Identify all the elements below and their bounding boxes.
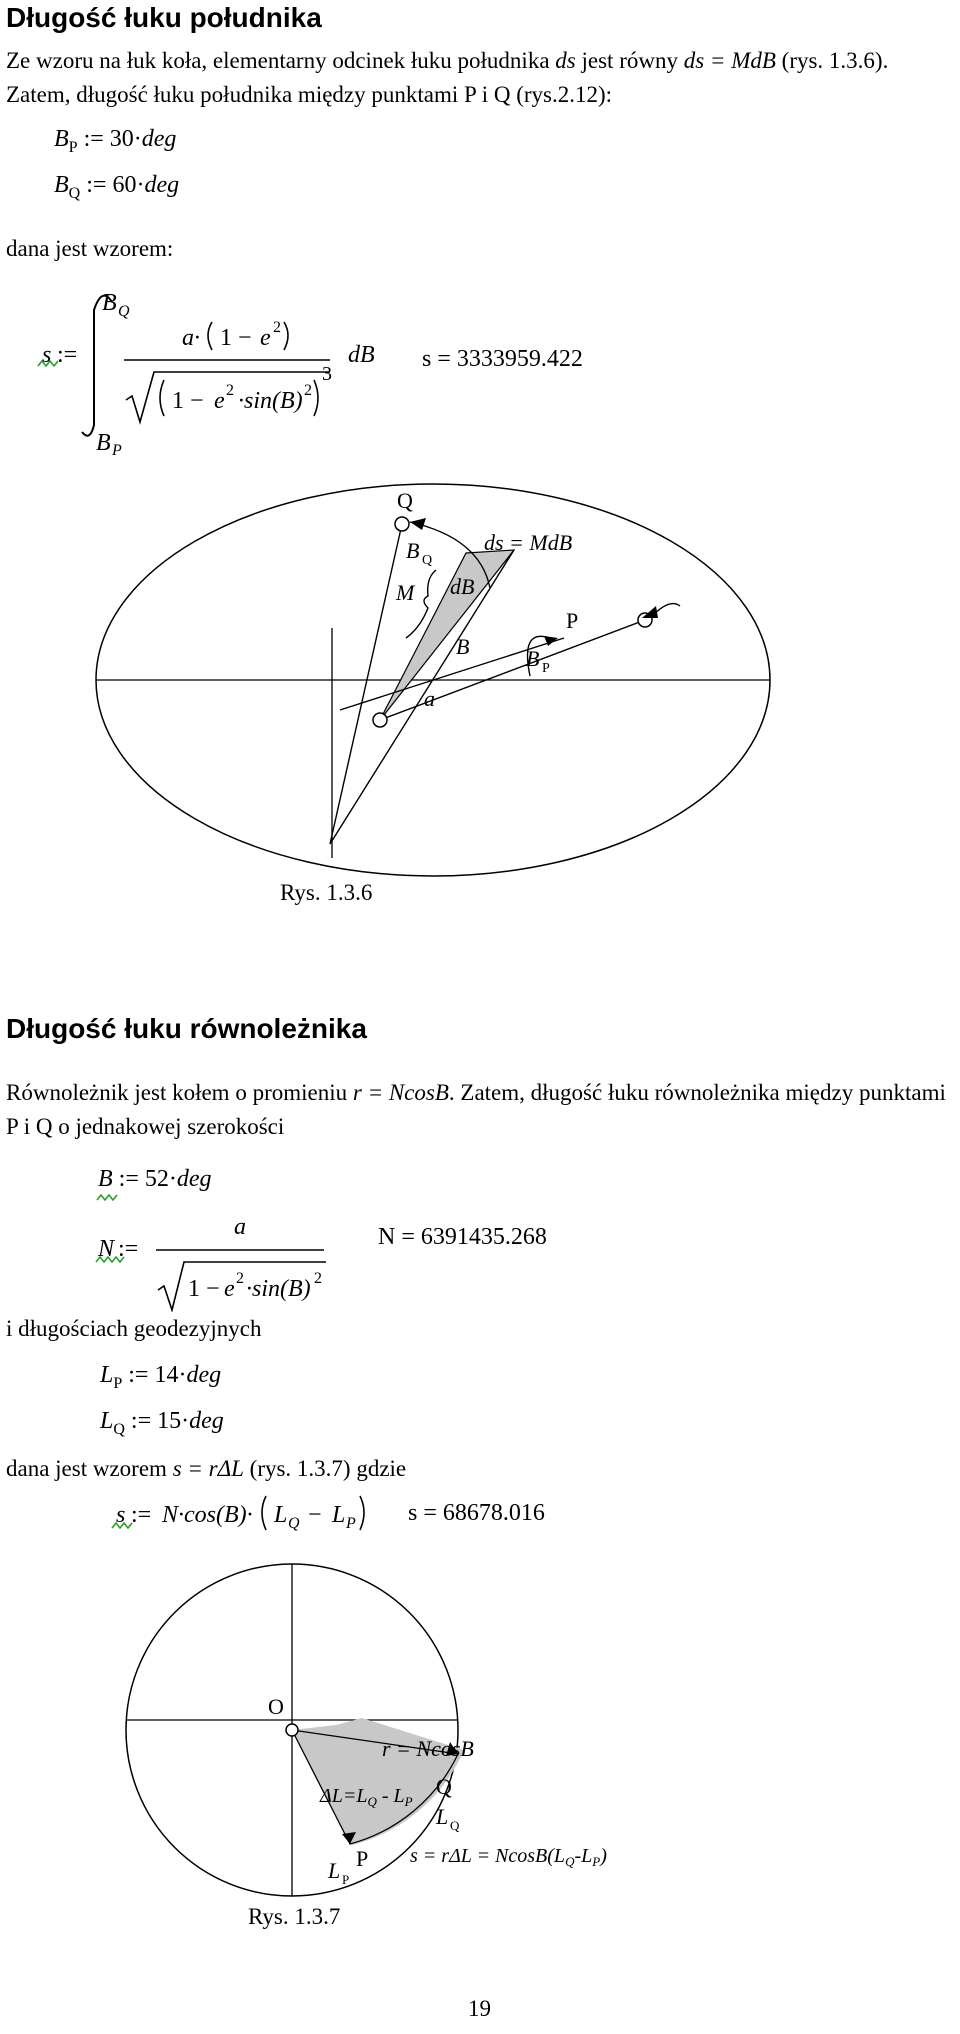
s2-lq-sub: Q (288, 1515, 300, 1532)
den-e: e (214, 388, 225, 414)
label-bp: B (526, 646, 540, 671)
numerator-e: e (260, 325, 271, 351)
label-q: Q (397, 488, 413, 513)
label-s-eq-end: ) (600, 1845, 607, 1867)
label-bq-sub: Q (422, 553, 433, 568)
meridian-intro-paragraph (6, 44, 951, 112)
s2-n-cos: N·cos(B)· (162, 1502, 253, 1528)
den-sin-exp: 2 (304, 382, 312, 399)
den-paren-open (160, 380, 164, 416)
parallel-intro-formula: r = NcosB (352, 1080, 449, 1105)
label-o: O (268, 1694, 284, 1719)
s2-result-text: s = 68678.016 (408, 1500, 545, 1526)
normal-line-q (330, 524, 402, 844)
paren-open (208, 322, 212, 350)
label-q2: Q (436, 1774, 452, 1799)
s2-lp: L (332, 1502, 346, 1528)
s2-lq: L (274, 1502, 288, 1528)
formula-intro-meridian: dana jest wzorem: (6, 236, 174, 261)
label-s-eq-q: Q (565, 1854, 575, 1869)
bp-assign: := (83, 126, 104, 152)
lq-definition: $L_Q$ := 15·deg (100, 1408, 224, 1438)
n-result-text: N = 6391435.268 (378, 1224, 547, 1250)
label-ds-eq: ds = MdB (484, 530, 573, 555)
integral-db: dB (348, 342, 375, 368)
label-s-eq-text: s = rΔL = NcosB(L (410, 1845, 566, 1867)
n-den-e-exp: 2 (236, 1270, 244, 1287)
label-bp-sub: P (542, 661, 550, 676)
arrowhead-q (410, 518, 426, 530)
center-marker (373, 713, 387, 727)
label-s-eq (410, 1845, 607, 1869)
label-lq: L (436, 1804, 449, 1829)
parallel-formula-intro-b: (rys. 1.3.7) gdzie (243, 1456, 407, 1481)
upper-limit-sub: Q (118, 303, 130, 320)
meridian-integral-formula (30, 280, 450, 455)
bp-sub: P (68, 139, 78, 156)
lp-definition: $L_P$ := 14·deg (100, 1362, 222, 1392)
upper-limit: B (102, 290, 117, 316)
lp-sub: P (113, 1375, 123, 1392)
parallel-intro-b: . Zatem, długość łuku równoleżnika między punktami P i Q o jednakowej szerokości (6, 1080, 946, 1139)
numerator-one: 1 − (220, 325, 252, 351)
label-a: a (424, 686, 435, 711)
bp-definition: $B_P$ := 30·deg (54, 126, 177, 156)
center-o-marker (286, 1724, 298, 1736)
s2-paren-close (360, 1496, 364, 1530)
s2-paren-open (262, 1496, 266, 1530)
bp-unit: deg (141, 126, 177, 152)
label-dl-text: ΔL=L (320, 1785, 368, 1807)
bp-var: B (54, 126, 69, 152)
bq-unit: deg (144, 172, 180, 198)
b-definition: B := 52·deg (98, 1166, 212, 1192)
bq-value: 60 (112, 172, 137, 198)
lp-var: L (100, 1362, 114, 1388)
n-result (378, 1224, 547, 1251)
den-one: 1 − (172, 388, 204, 414)
b-value: 52 (144, 1166, 169, 1192)
label-lq-sub: Q (450, 1818, 460, 1833)
label-r-eq: r = NcosB (382, 1736, 474, 1761)
den-power: 3 (322, 363, 332, 385)
bq-definition: $B_Q$ := 60·deg (54, 172, 180, 202)
lp-unit: deg (186, 1362, 222, 1388)
bq-var: B (54, 172, 69, 198)
figure-parallel-circle (120, 1560, 680, 1900)
lq-value: 15 (157, 1408, 182, 1434)
paren-close (284, 322, 288, 350)
longitude-intro: i długościach geodezyjnych (6, 1316, 262, 1341)
parallel-formula-intro-formula: s = rΔL (172, 1456, 244, 1481)
label-p2: P (356, 1846, 369, 1871)
integral-sign (82, 296, 112, 436)
label-b: B (456, 634, 470, 659)
figure-meridian-ellipse (90, 478, 900, 878)
section-heading-meridian: Długość łuku południka (6, 2, 322, 33)
label-s-eq-mid: -L (574, 1845, 593, 1867)
label-bq: B (406, 538, 420, 563)
lq-assign: := (130, 1408, 152, 1434)
den-e-exp: 2 (226, 382, 234, 399)
label-p: P (566, 608, 579, 633)
lq-unit: deg (189, 1408, 224, 1434)
intro-formula: ds = MdB (683, 48, 776, 73)
label-dl-mid: - L (376, 1785, 405, 1807)
label-s-eq-p: P (592, 1854, 601, 1869)
label-dl (319, 1785, 413, 1809)
n-formula (94, 1206, 374, 1312)
label-db: dB (450, 574, 475, 599)
s-result-parallel (408, 1500, 545, 1527)
n-den-e: e (224, 1276, 235, 1302)
s2-var: s (116, 1502, 126, 1528)
figure-caption-137: Rys. 1.3.7 (248, 1904, 341, 1929)
n-numerator-a: a (234, 1214, 246, 1240)
intro-text-b: jest równy (575, 48, 684, 73)
page-number: 19 (468, 1996, 491, 2021)
lq-var: L (100, 1408, 114, 1434)
s-assign: := (57, 342, 78, 368)
b-assign: := (118, 1166, 139, 1192)
den-paren-close (314, 380, 318, 416)
s2-assign: := (131, 1502, 152, 1528)
s-var: s (42, 342, 52, 368)
parallel-formula-intro-a: dana jest wzorem (6, 1456, 173, 1481)
n-den-sin-exp: 2 (314, 1270, 322, 1287)
label-lp-sub: P (342, 1872, 350, 1887)
s-result-text: s = 3333959.422 (422, 346, 583, 372)
label-dl-p: P (404, 1794, 413, 1809)
bp-value: 30 (109, 126, 134, 152)
arrowhead-p (642, 606, 658, 618)
lp-assign: := (128, 1362, 149, 1388)
parallel-intro-paragraph (6, 1076, 951, 1144)
lower-limit-sub: P (112, 442, 122, 455)
s-result-meridian (422, 346, 583, 373)
s2-lp-sub: P (346, 1515, 356, 1532)
label-m: M (396, 580, 415, 605)
green-wavy-marker-b (96, 1192, 126, 1202)
label-lp: L (328, 1858, 341, 1883)
parallel-formula-intro (6, 1452, 406, 1486)
n-den-sin: ·sin(B) (246, 1276, 311, 1302)
section-heading-parallel: Długość łuku równoleżnika (6, 1013, 367, 1044)
point-q-marker (395, 517, 409, 531)
figure-caption-136: Rys. 1.3.6 (280, 880, 373, 905)
numerator-exp: 2 (273, 319, 281, 336)
den-sin: ·sin(B) (238, 388, 303, 414)
intro-text-a: Ze wzoru na łuk koła, elementarny odcinek łuku południka (6, 48, 556, 73)
n-den-one: 1 − (188, 1276, 220, 1302)
lp-value: 14 (154, 1362, 179, 1388)
parallel-intro-a: Równoleżnik jest kołem o promieniu (6, 1080, 353, 1105)
numerator-a: a· (182, 325, 200, 351)
bq-assign: := (86, 172, 107, 198)
intro-text-c: (rys. 1.3.6). Zatem, długość łuku południka między punktami P i Q (rys.2.12): (6, 48, 889, 107)
lower-limit: B (96, 430, 111, 455)
intro-ds: ds (555, 48, 576, 73)
s2-minus: − (308, 1502, 322, 1528)
normal-line-p (330, 550, 514, 844)
n-var: N (98, 1236, 115, 1262)
b-var: B (98, 1166, 113, 1192)
bq-sub: Q (68, 185, 81, 202)
label-dl-q: Q (367, 1794, 377, 1809)
lq-sub: Q (113, 1421, 125, 1438)
parallel-s-formula (110, 1486, 410, 1540)
n-assign: := (118, 1236, 139, 1262)
b-unit: deg (176, 1166, 212, 1192)
